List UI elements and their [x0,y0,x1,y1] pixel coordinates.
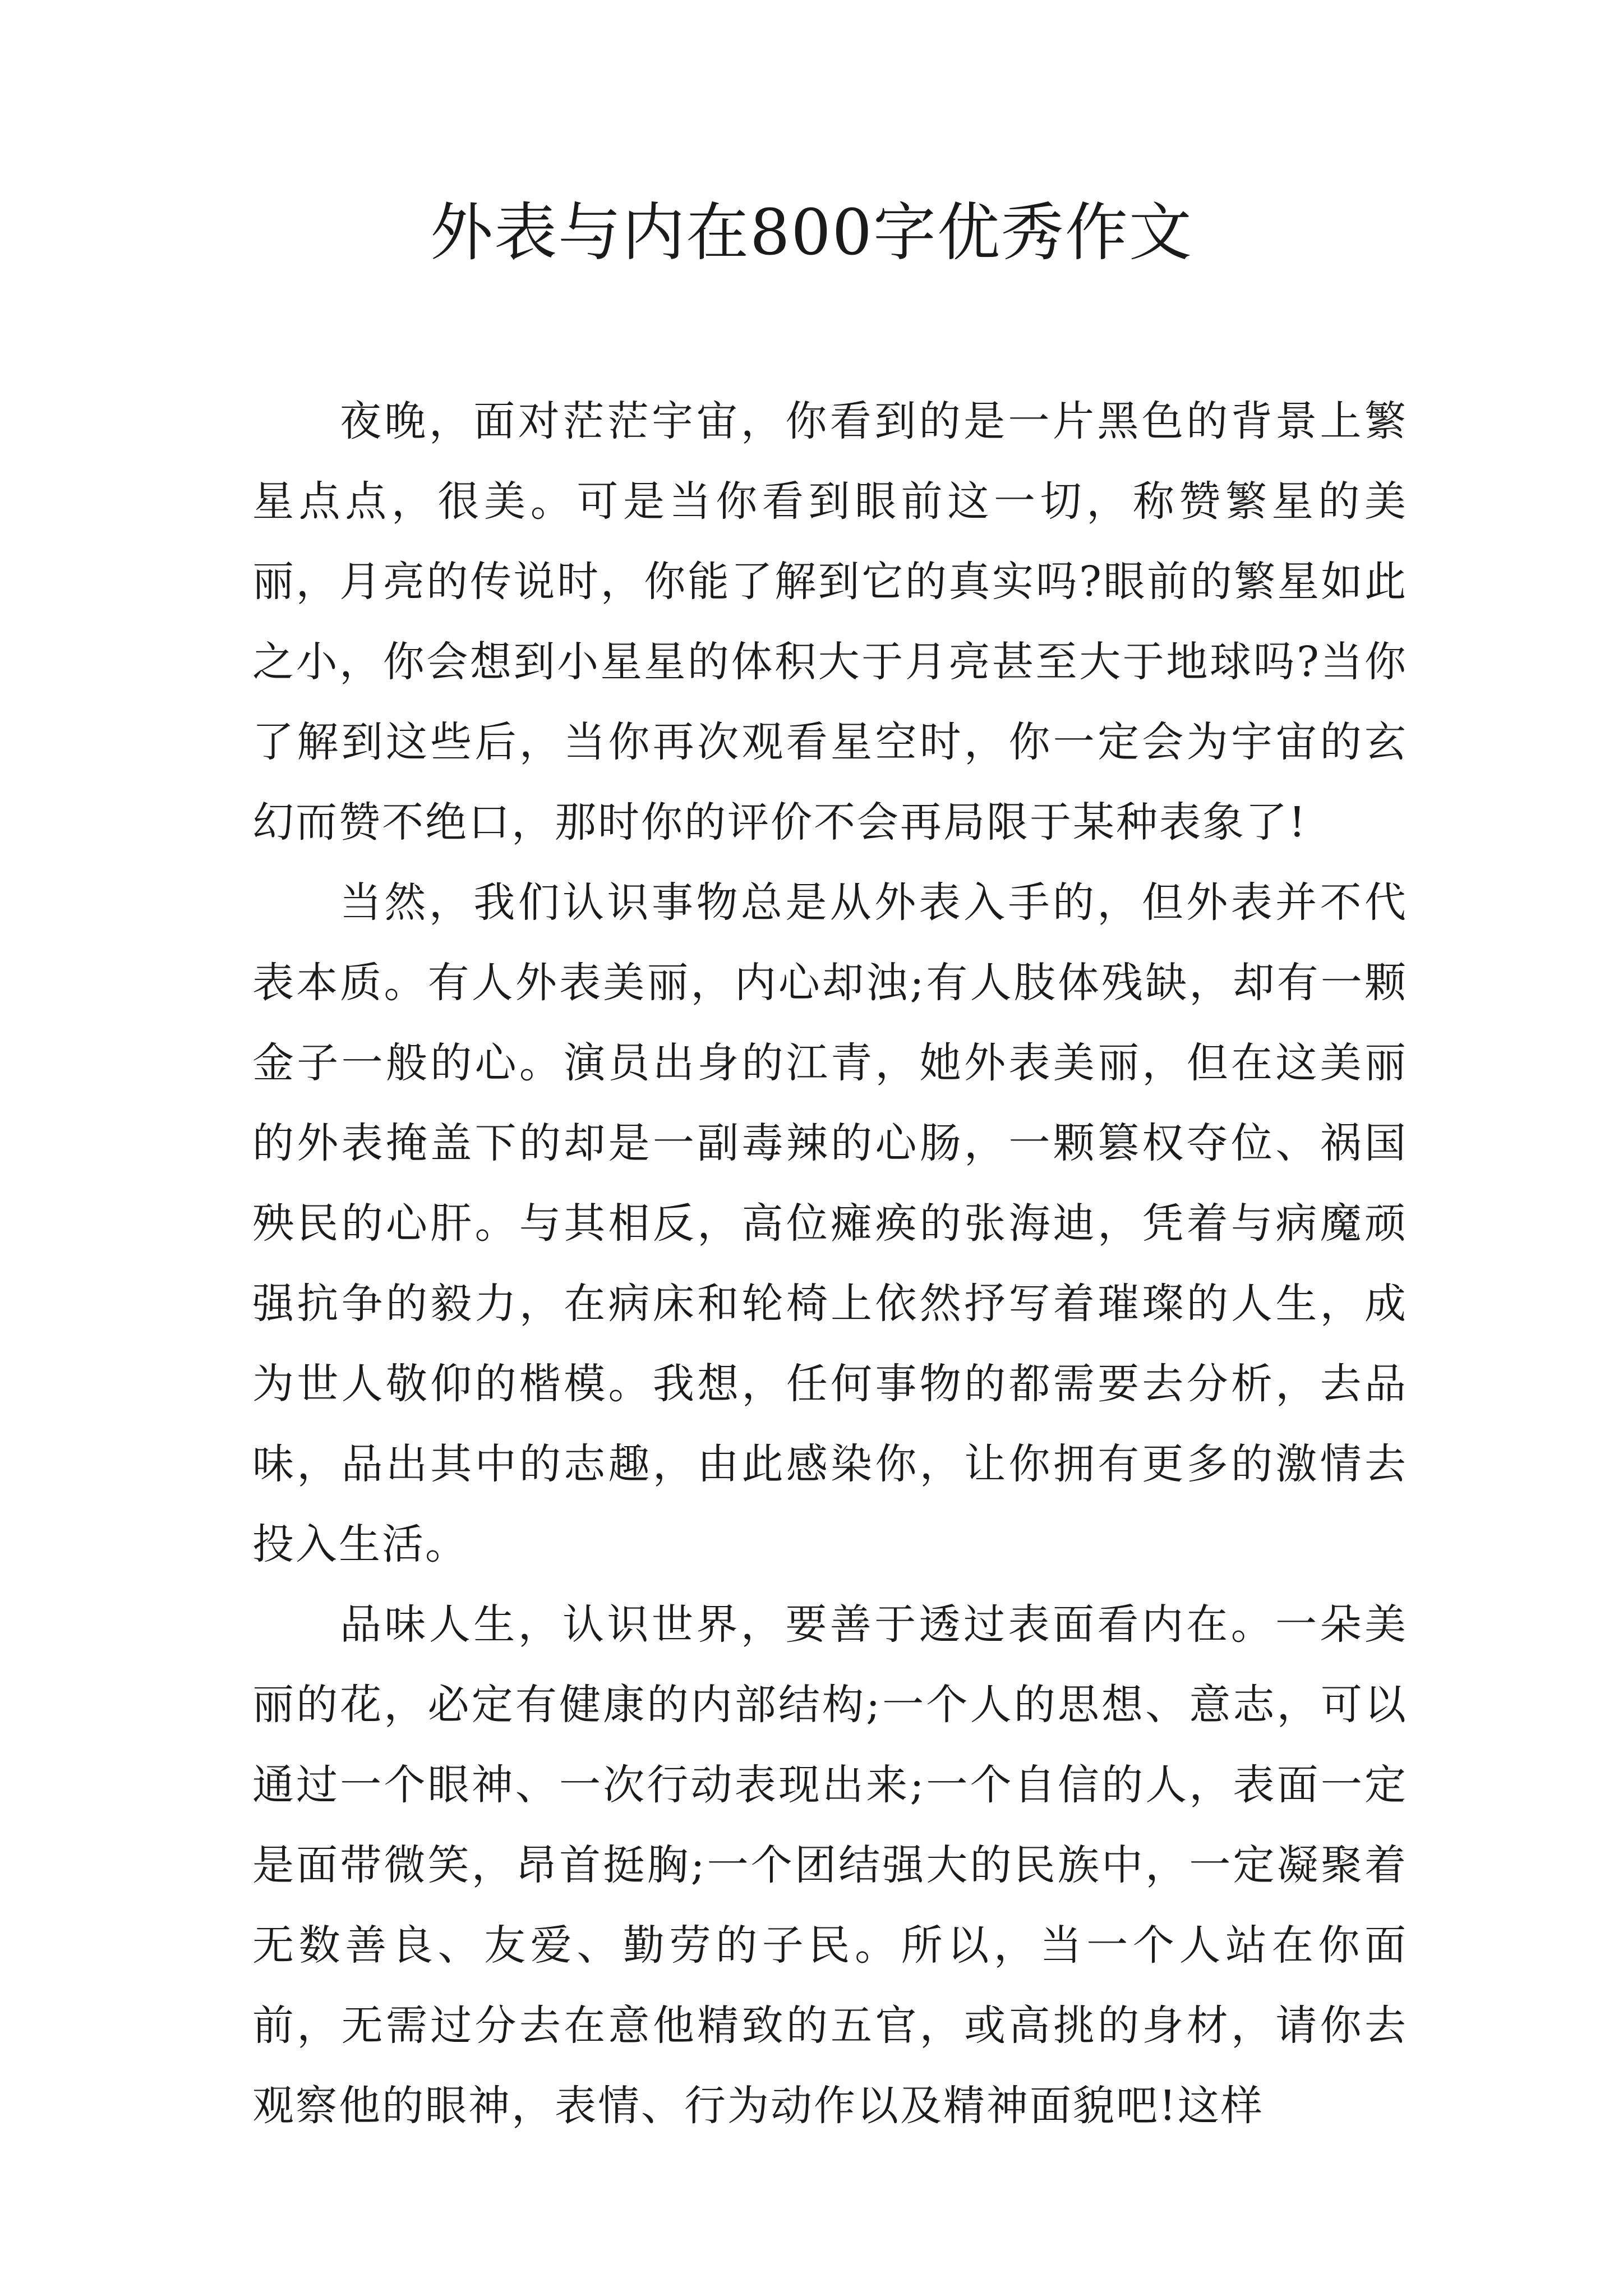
page-title: 外表与内在800字优秀作文 [430,196,1193,269]
paragraph-1: 夜晚，面对茫茫宇宙，你看到的是一片黑色的背景上繁星点点，很美。可是当你看到眼前这一切，称赞繁星的美丽，月亮的传说时，你能了解到它的真实吗?眼前的繁星如此之小，你会想到小星星的体积大于月亮甚至大于地球吗?当你了解到这些后，当你再次观看星空时，你一定会为宇宙的玄幻而赞不绝口，那时你的评价不会再局限于某种表象了! [252,397,1408,846]
essay-body [252,381,1408,2146]
paragraph-2: 当然，我们认识事物总是从外表入手的，但外表并不代表本质。有人外表美丽，内心却浊;有人肢体残缺，却有一颗金子一般的心。演员出身的江青，她外表美丽，但在这美丽的外表掩盖下的却是一副毒辣的心肠，一颗篡权夺位、祸国殃民的心肝。与其相反，高位瘫痪的张海迪，凭着与病魔顽强抗争的毅力，在病床和轮椅上依然抒写着璀璨的人生，成为世人敬仰的楷模。我想，任何事物的都需要去分析，去品味，品出其中的志趣，由此感染你，让你拥有更多的激情去投入生活。 [252,878,1408,1568]
paragraph-3: 品味人生，认识世界，要善于透过表面看内在。一朵美丽的花，必定有健康的内部结构;一个人的思想、意志，可以通过一个眼神、一次行动表现出来;一个自信的人，表面一定是面带微笑，昂首挺胸;一个团结强大的民族中，一定凝聚着无数善良、友爱、勤劳的子民。所以，当一个人站在你面前，无需过分去在意他精致的五官，或高挑的身材，请你去观察他的眼神，表情、行为动作以及精神面貌吧!这样 [252,1600,1408,2130]
